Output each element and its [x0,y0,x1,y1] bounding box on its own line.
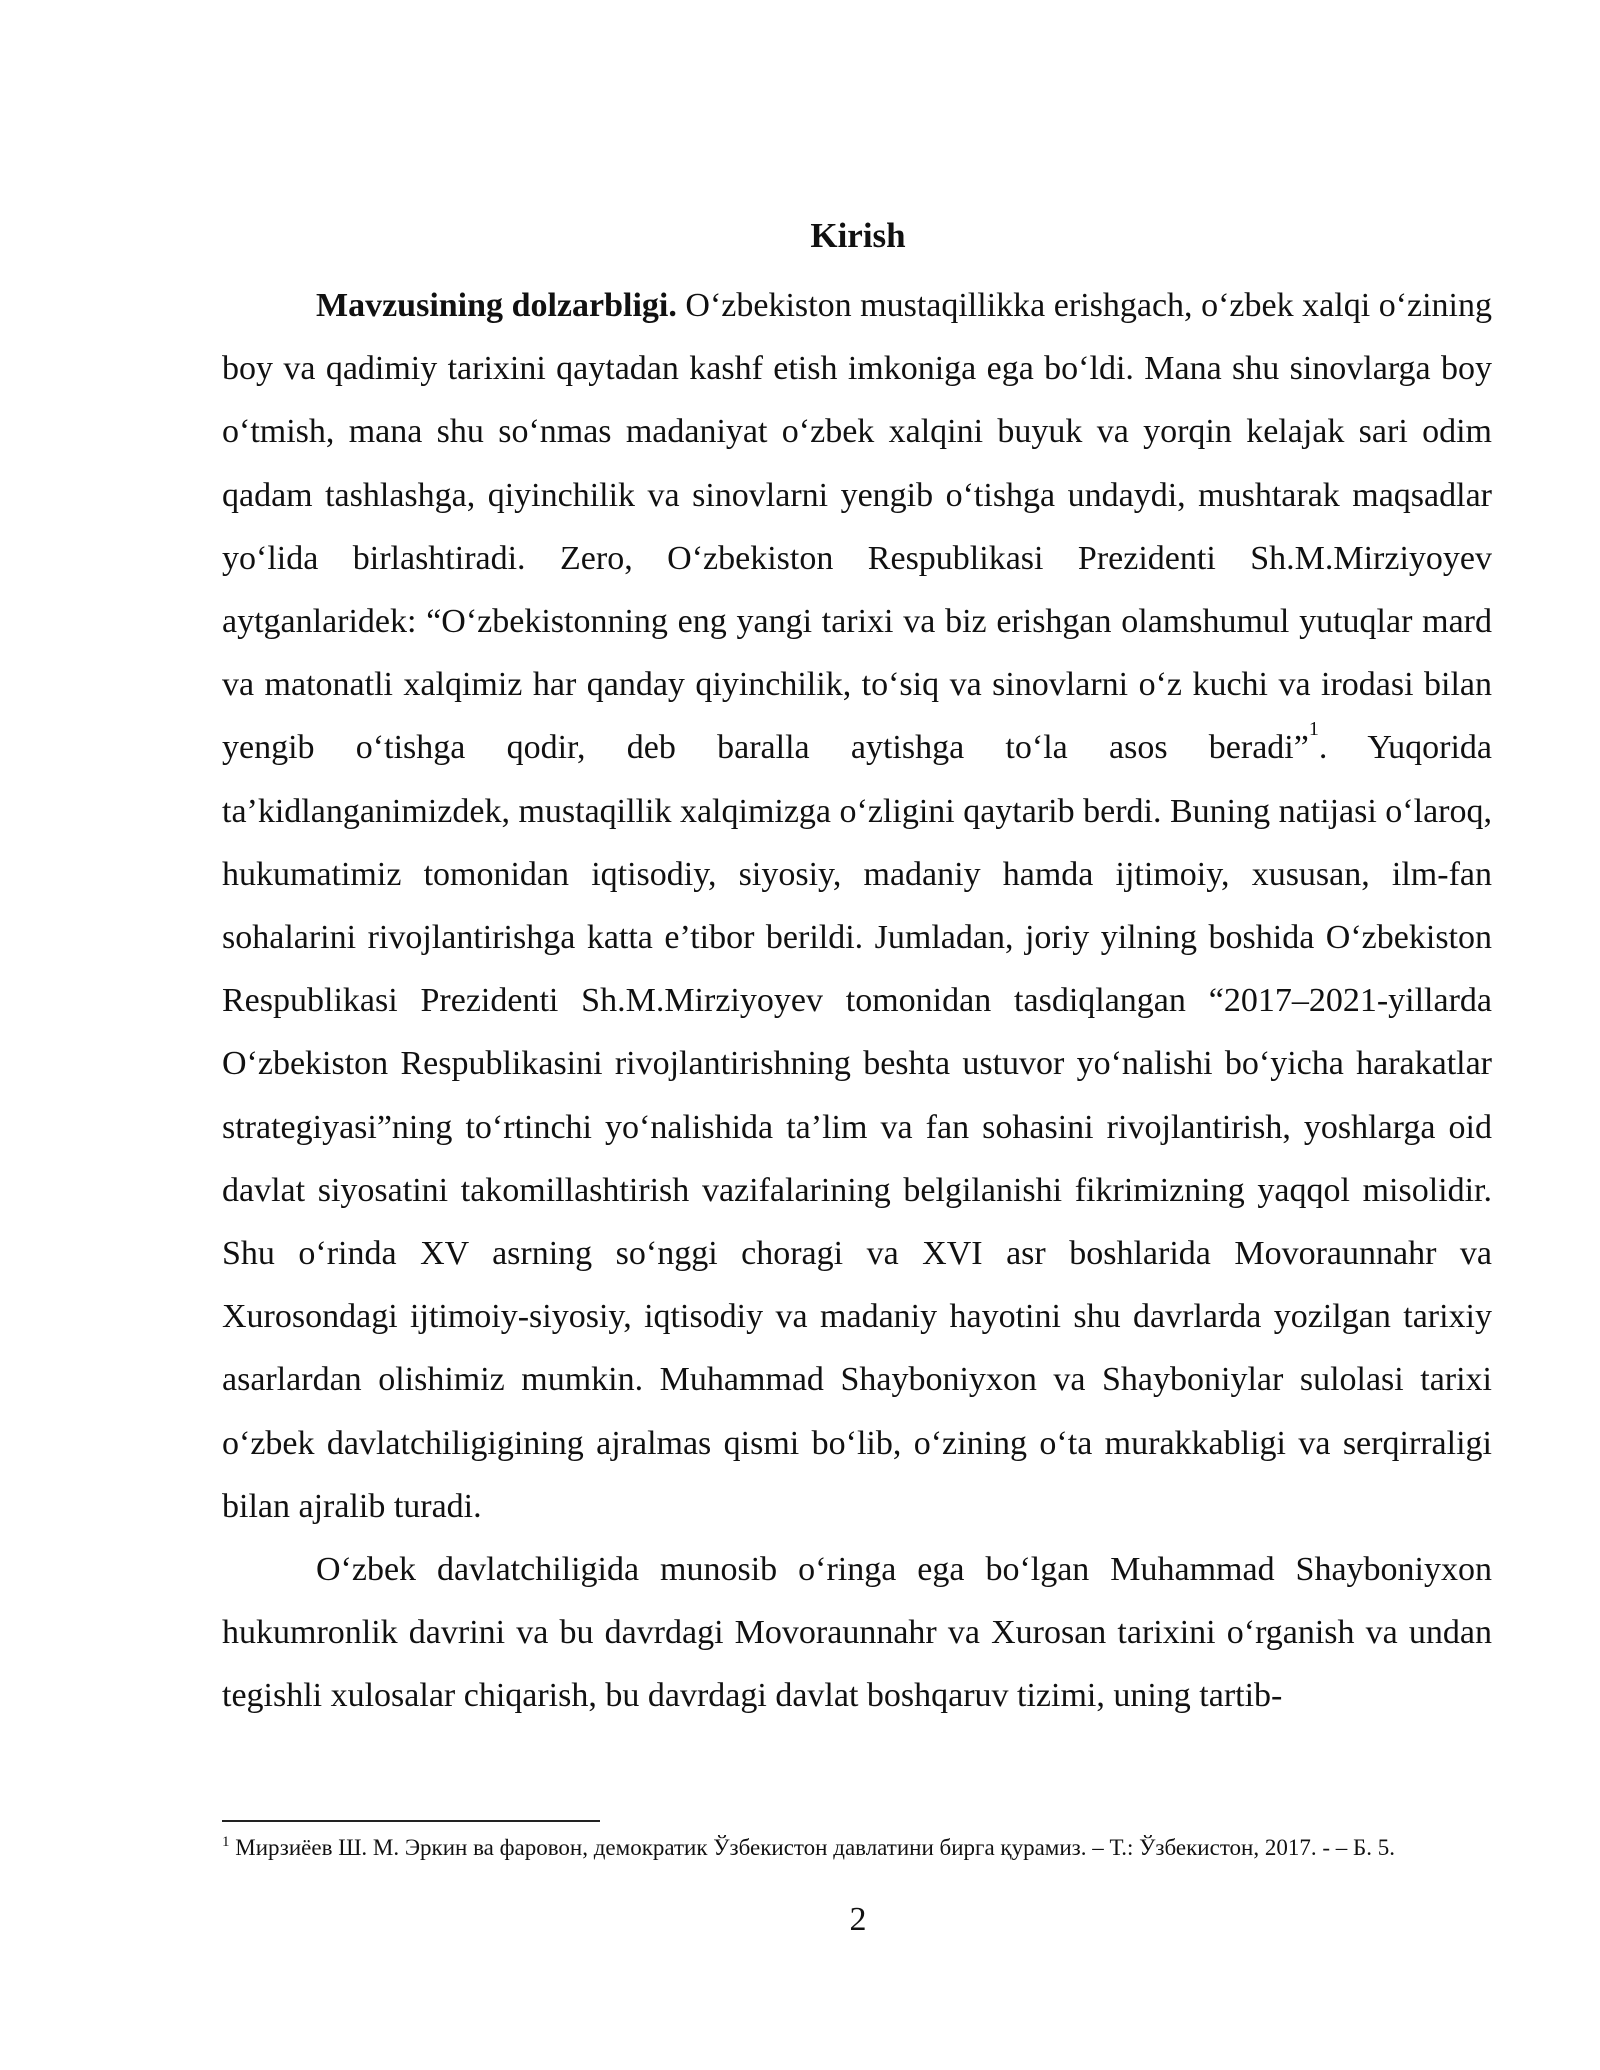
paragraph-text: O‘zbekiston mustaqillikka erishgach, o‘zbek xalqi o‘zining boy va qadimiy tarixini qaytadan kashf etish imkoniga ega bo‘ldi. Mana shu sinovlarga boy o‘tmish, mana shu so‘nmas madaniyat o‘zbek xalqini buyuk va yorqin kelajak sari odim qadam tashlashga, qiyinchilik va sinovlarni yengib o‘tishga undaydi, mushtarak maqsadlar yo‘lida birlashtiradi. Zero, O‘zbekiston Respublikasi Prezidenti Sh.M.Mirziyoyev aytganlaridek: “O‘zbekistonning eng yangi tarixi va biz erishgan olamshumul yutuqlar mard va matonatli xalqimiz har qanday qiyinchilik, to‘siq va sinovlarni o‘z kuchi va irodasi bilan yengib o‘tishga qodir, deb baralla aytishga to‘la asos beradi” [222,287,1492,767]
footnote-mark: 1 [222,1834,230,1850]
paragraph-text-continued: . Yuqorida ta’kidlanganimizdek, mustaqillik xalqimizga o‘zligini qaytarib berdi. Buning natijasi o‘laroq, hukumatimiz tomonidan iqtisodiy, siyosiy, madaniy hamda ijtimoiy, xususan, ilm-fan sohalarini rivojlantirishga katta e’tibor berildi. Jumladan, joriy yilning boshida O‘zbekiston Respublikasi Prezidenti Sh.M.Mirziyoyev tomonidan tasdiqlangan “2017–2021-yillarda O‘zbekiston Respublikasini rivojlantirishning beshta ustuvor yo‘nalishi bo‘yicha harakatlar strategiyasi”ning to‘rtinchi yo‘nalishida ta’lim va fan sohasini rivojlantirish, yoshlarga oid davlat siyosatini takomillashtirish vazifalarining belgilanishi fikrimizning yaqqol misolidir. Shu o‘rinda XV asrning so‘nggi choragi va XVI asr boshlarida Movoraunnahr va Xurosondagi ijtimoiy-siyosiy, iqtisodiy va madaniy hayotini shu davrlarda yozilgan tarixiy asarlardan olishimiz mumkin. Muhammad Shayboniyxon va Shayboniylar sulolasi tarixi o‘zbek davlatchiligigining ajralmas qismi bo‘lib, o‘zining o‘ta murakkabligi va serqirraligi bilan ajralib turadi. [222,729,1493,1525]
section-title: Kirish [810,216,906,255]
footnote [222,1832,1492,1863]
paragraph-relevance [222,274,1492,1538]
paragraph-lead: Mavzusining dolzarbligi. [316,287,677,324]
footnote-text: Мирзиёев Ш. М. Эркин ва фаровон, демократик Ўзбекистон давлатини бирга қурамиз. – Т.: Ўзбекистон, 2017. - – Б. 5. [229,1835,1395,1860]
paragraph-second: O‘zbek davlatchiligida munosib o‘ringa ega bo‘lgan Muhammad Shayboniyxon hukumronlik davrini va bu davrdagi Movoraunnahr va Xurosan tarixini o‘rganish va undan tegishli xulosalar chiqarish, bu davrdagi davlat boshqaruv tizimi, uning tartib- [222,1551,1492,1715]
body-text [222,274,1492,1728]
page-number: 2 [849,1901,867,1938]
footnote-reference[interactable]: 1 [1308,718,1319,741]
footnote-separator [222,1820,600,1822]
